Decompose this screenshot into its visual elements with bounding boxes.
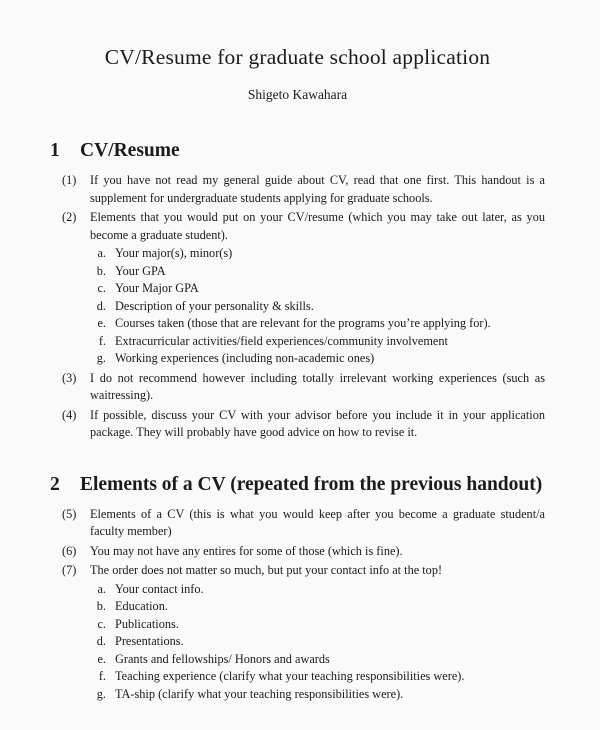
list-item [50, 370, 545, 405]
sublist-item [50, 280, 545, 298]
subitem-text: Education. [115, 599, 168, 613]
item-text: The order does not matter so much, but put your contact info at the top! [90, 563, 443, 577]
subitem-text: Your major(s), minor(s) [115, 246, 233, 260]
subitem-marker: a. [97, 246, 106, 260]
subitem-marker: f. [98, 333, 106, 348]
section-1-number: 1 [50, 140, 60, 161]
sublist-item [50, 315, 545, 333]
sublist-item [50, 350, 545, 368]
section-2-number: 2 [50, 473, 60, 495]
subitem-text: Your GPA [115, 263, 166, 278]
document-title: CV/Resume for graduate school application [104, 45, 491, 69]
item-text: I do not recommend however including totally irrelevant working experiences (such as waitressing). [90, 370, 545, 402]
item-marker: (6) [62, 543, 77, 558]
section-1-heading [50, 139, 545, 163]
subitem-text: Your contact info. [115, 581, 204, 596]
sublist-item [50, 245, 545, 263]
section-1-items [50, 172, 545, 442]
subitem-text: Working experiences (including non-academic ones) [115, 351, 375, 365]
sublist-item [50, 633, 545, 651]
subitem-text: Description of your personality & skills. [115, 298, 314, 313]
subitem-marker: f. [98, 669, 106, 683]
sublist-item [50, 263, 545, 281]
list-item [50, 209, 545, 244]
subitem-text: Courses taken (those that are relevant for the programs you’re applying for). [115, 316, 491, 330]
item-marker: (3) [62, 370, 77, 385]
list-item [50, 543, 545, 561]
subitem-text: Teaching experience (clarify what your teaching responsibilities were). [115, 669, 465, 683]
subitem-text: Your Major GPA [115, 281, 199, 295]
subitem-text: Presentations. [115, 634, 184, 648]
section-2-heading [50, 473, 545, 497]
subitem-marker: e. [97, 651, 106, 666]
subitem-text: Publications. [115, 616, 179, 631]
subitem-marker: a. [97, 581, 106, 596]
item-marker: (1) [62, 173, 77, 187]
sublist-item [50, 333, 545, 351]
sublist [50, 245, 545, 368]
sublist [50, 581, 545, 704]
sublist-item [50, 598, 545, 616]
list-item [50, 506, 545, 541]
section-elements-of-cv [50, 473, 545, 704]
item-text: Elements of a CV (this is what you would keep after you become a graduate student/a faculty member) [90, 506, 545, 538]
sublist-item [50, 298, 545, 316]
section-1-title: CV/Resume [80, 140, 180, 161]
item-text: If you have not read my general guide about CV, read that one first. This handout is a supplement for undergraduate students applying for graduate schools. [90, 173, 545, 205]
sublist-item [50, 668, 545, 686]
item-marker: (7) [62, 563, 77, 577]
list-item [50, 562, 545, 580]
subitem-marker: b. [96, 263, 106, 278]
subitem-marker: g. [96, 686, 106, 701]
document-author: Shigeto Kawahara [247, 87, 348, 102]
list-item [50, 172, 545, 207]
subitem-text: Grants and fellowships/ Honors and awards [115, 651, 330, 666]
subitem-marker: e. [97, 316, 106, 330]
item-marker: (4) [62, 407, 77, 422]
subitem-text: TA-ship (clarify what your teaching responsibilities were). [115, 686, 404, 701]
subitem-marker: c. [97, 281, 106, 295]
section-2-title: Elements of a CV (repeated from the previous handout) [80, 473, 543, 495]
subitem-marker: g. [96, 351, 106, 365]
sublist-item [50, 616, 545, 634]
item-text: Elements that you would put on your CV/resume (which you may take out later, as you become a graduate student). [90, 210, 545, 242]
item-marker: (5) [62, 506, 77, 521]
item-text: If possible, discuss your CV with your advisor before you include it in your application package. They will probably have good advice on how to revise it. [90, 407, 545, 439]
subitem-marker: b. [96, 599, 106, 613]
list-item [50, 407, 545, 442]
section-2-items [50, 506, 545, 704]
sublist-item [50, 686, 545, 704]
subitem-marker: d. [96, 634, 106, 648]
sublist-item [50, 651, 545, 669]
item-text: You may not have any entires for some of those (which is fine). [90, 543, 403, 558]
subitem-marker: d. [96, 298, 106, 313]
item-marker: (2) [62, 210, 77, 224]
sublist-item [50, 581, 545, 599]
subitem-text: Extracurricular activities/field experiences/community involvement [115, 333, 448, 348]
subitem-marker: c. [97, 616, 106, 631]
section-cv-resume [50, 139, 545, 442]
